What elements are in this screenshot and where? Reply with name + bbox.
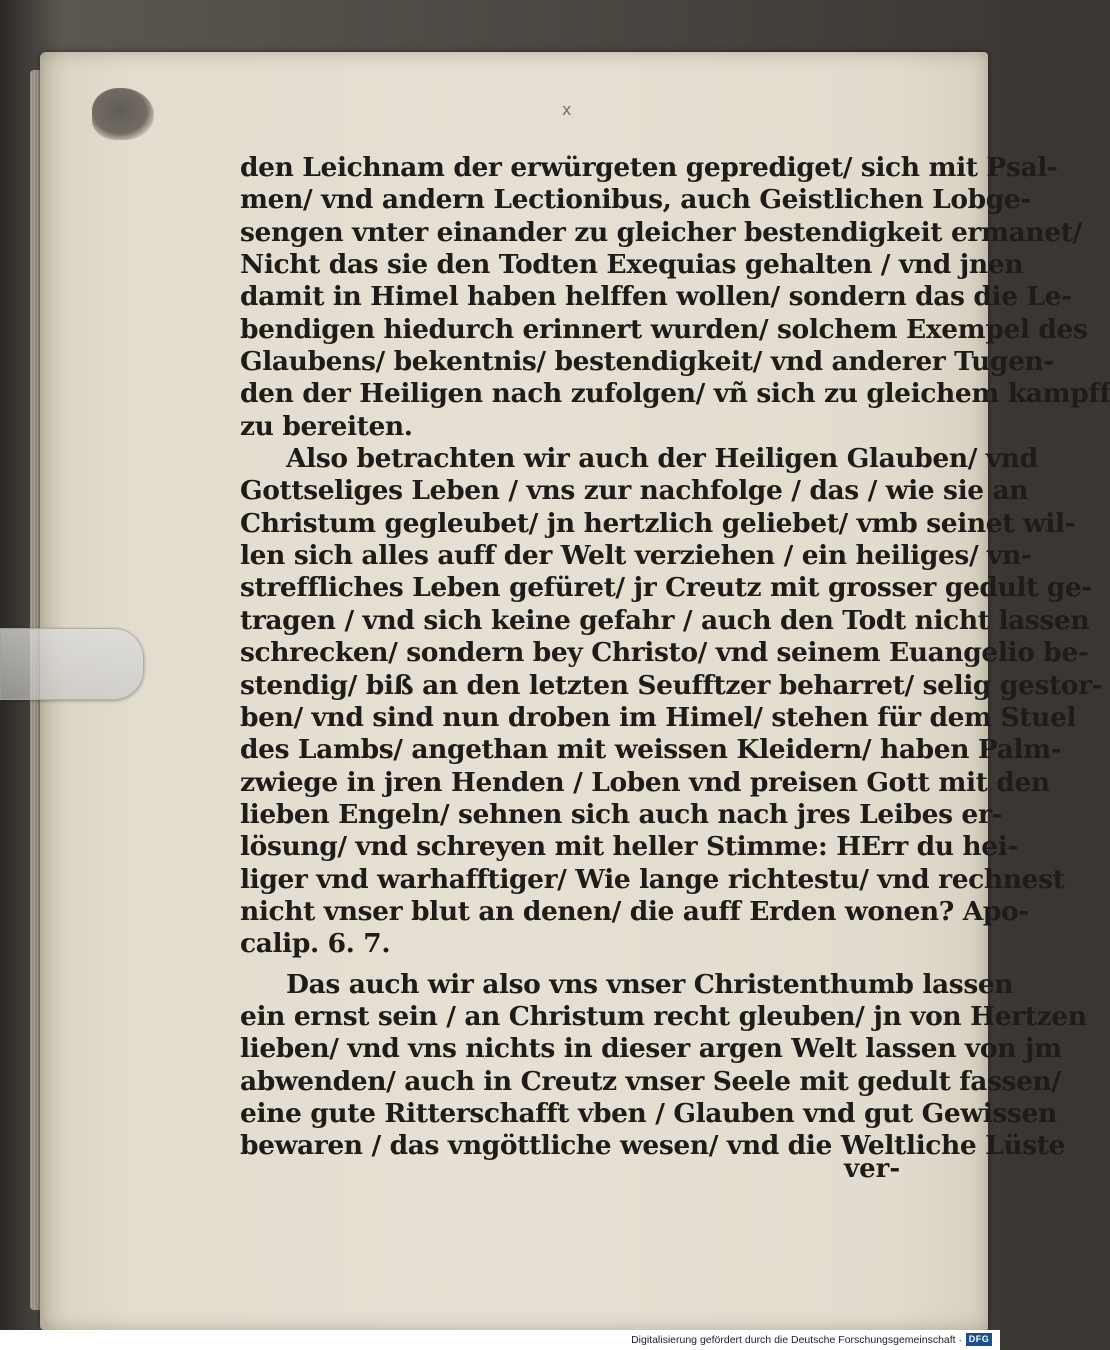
text-line: len sich alles auff der Welt verziehen / ein heiliges/ vn- [240, 540, 1032, 572]
text-line: abwenden/ auch in Creutz vnser Seele mit gedult fassen/ [240, 1065, 1061, 1097]
text-line: eine gute Ritterschafft vben / Glauben vnd gut Gewissen [240, 1097, 1057, 1129]
text-line: tragen / vnd sich keine gefahr / auch den Todt nicht lassen [240, 604, 1090, 636]
page-text-block [240, 152, 1110, 1163]
text-line: calip. 6. 7. [240, 928, 391, 960]
ink-stain [92, 88, 154, 140]
text-line: den der Heiligen nach zufolgen/ vñ sich zu gleichem kampff [240, 378, 1110, 410]
dfg-logo: DFG [966, 1333, 992, 1346]
text-line: lieben Engeln/ sehnen sich auch nach jres Leibes er- [240, 798, 1003, 830]
text-line: ben/ vnd sind nun droben im Himel/ stehen für dem Stuel [240, 701, 1077, 733]
text-line: zwiege in jren Henden / Loben vnd preisen Gott mit den [240, 766, 1050, 798]
text-line: sengen vnter einander zu gleicher bestendigkeit ermanet/ [240, 216, 1082, 248]
text-line: bendigen hiedurch erinnert wurden/ solchem Exempel des [240, 313, 1088, 345]
text-line: Christum gegleubet/ jn hertzlich geliebet/ vmb seinet wil- [240, 507, 1076, 539]
text-line: nicht vnser blut an denen/ die auff Erden wonen? Apo- [240, 895, 1029, 927]
text-line: men/ vnd andern Lectionibus, auch Geistlichen Lobge- [240, 184, 1031, 216]
paragraph-start-line: Also betrachten wir auch der Heiligen Glauben/ vnd [286, 443, 1038, 475]
text-line: Glaubens/ bekentnis/ bestendigkeit/ vnd anderer Tugen- [240, 346, 1054, 378]
text-line: lösung/ vnd schreyen mit heller Stimme: HErr du hei- [240, 831, 1019, 863]
text-line: ein ernst sein / an Christum recht gleuben/ jn von Hertzen [240, 1000, 1087, 1032]
marginal-mark: x [562, 100, 572, 119]
text-line: lieben/ vnd vns nichts in dieser argen Welt lassen von jm [240, 1033, 1062, 1065]
digitization-credit: Digitalisierung gefördert durch die Deutsche Forschungsgemeinschaft · [631, 1334, 962, 1346]
paragraph-start-line: Das auch wir also vns vnser Christenthumb lassen [286, 968, 1014, 1000]
text-line: des Lambs/ angethan mit weissen Kleidern/ haben Palm- [240, 734, 1062, 766]
page-clip-tab [0, 628, 144, 700]
text-line: bewaren / das vngöttliche wesen/ vnd die Weltliche Lüste [240, 1130, 1066, 1162]
text-line: schrecken/ sondern bey Christo/ vnd seinem Euangelio be- [240, 637, 1089, 669]
text-line: Gottseliges Leben / vns zur nachfolge / das / wie sie an [240, 475, 1029, 507]
catchword: ver- [844, 1154, 901, 1184]
text-line: Nicht das sie den Todten Exequias gehalten / vnd jnen [240, 249, 1024, 281]
text-line: liger vnd warhafftiger/ Wie lange richtestu/ vnd rechnest [240, 863, 1065, 895]
text-line: damit in Himel haben helffen wollen/ sondern das die Le- [240, 281, 1072, 313]
text-line: den Leichnam der erwürgeten geprediget/ sich mit Psal- [240, 152, 1058, 183]
text-line: stendig/ biß an den letzten Seufftzer beharret/ selig gestor- [240, 669, 1103, 701]
text-line: zu bereiten. [240, 410, 413, 442]
text-line: streffliches Leben gefüret/ jr Creutz mit grosser gedult ge- [240, 572, 1092, 604]
